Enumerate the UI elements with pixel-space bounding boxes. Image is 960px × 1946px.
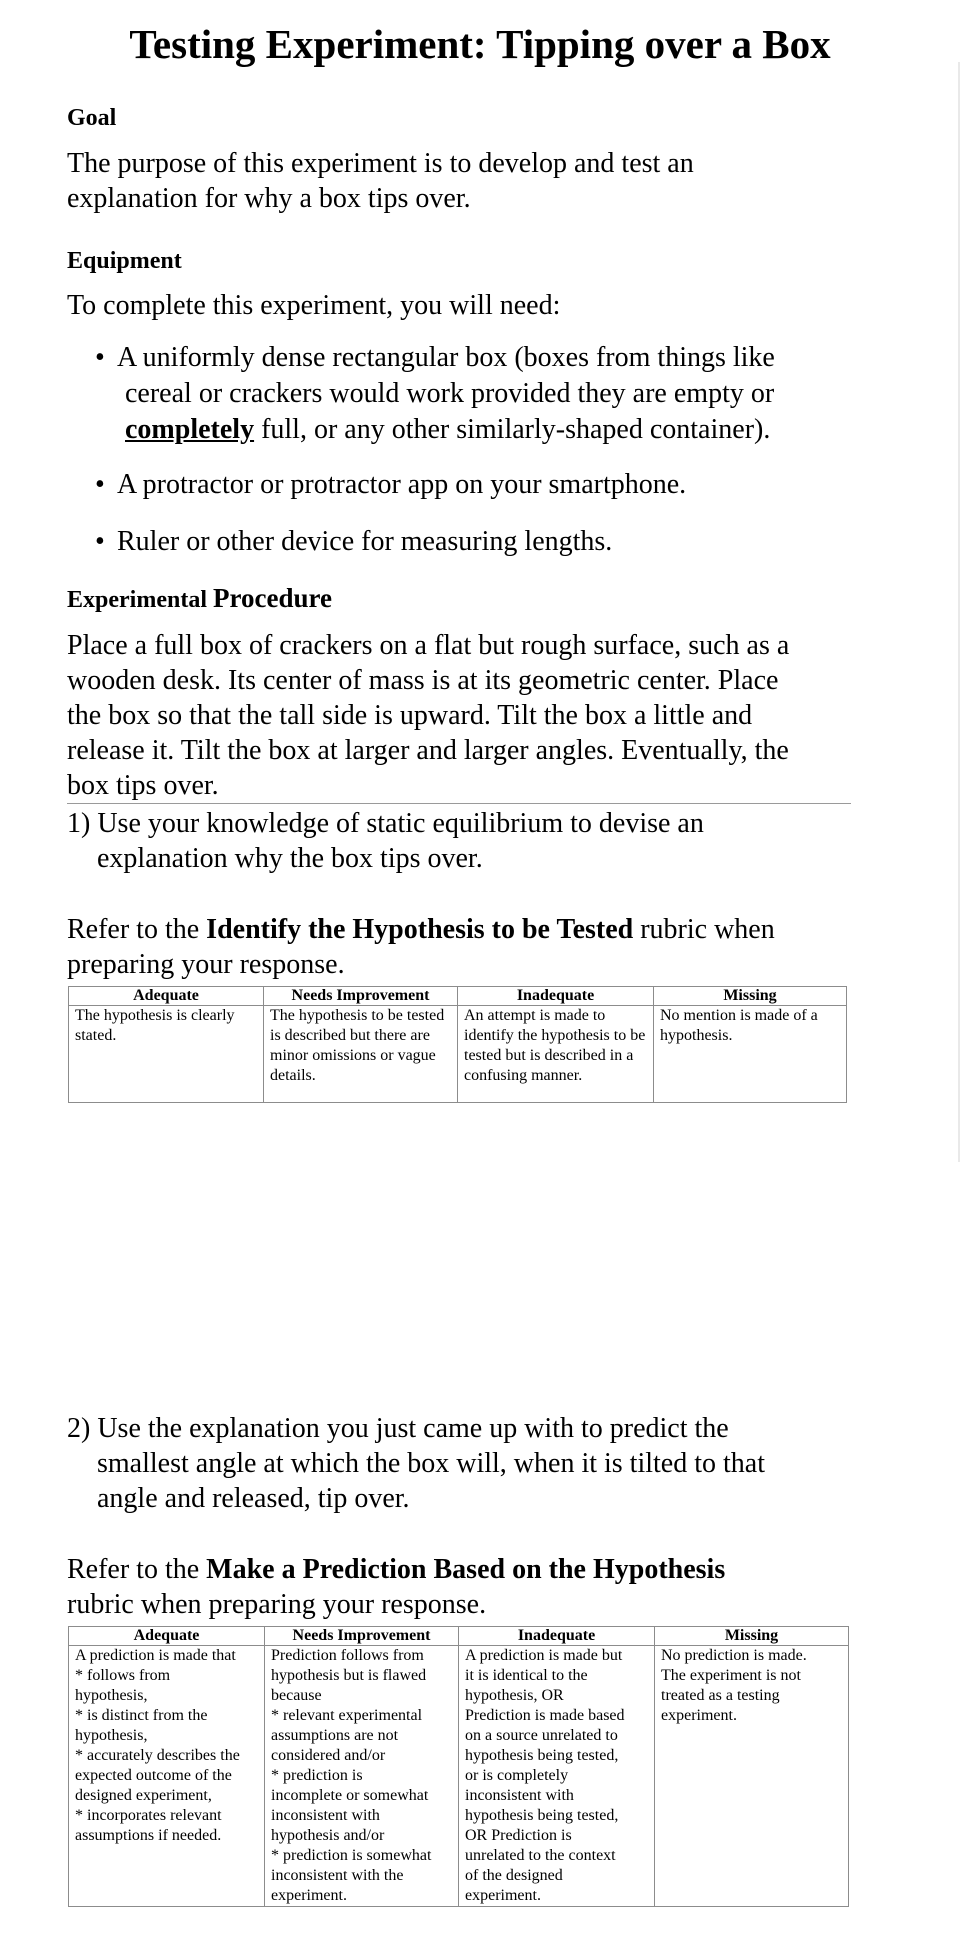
rubric-header: Adequate	[69, 987, 264, 1006]
question-line: 2) Use the explanation you just came up with to predict the	[67, 1413, 729, 1444]
rubric-line: * relevant experimental	[271, 1707, 423, 1724]
page-title: Testing Experiment: Tipping over a Box	[129, 21, 831, 67]
rubric-line: of the designed	[465, 1867, 563, 1884]
rubric-line: because	[271, 1687, 322, 1704]
equipment-intro: To complete this experiment, you will need:	[67, 290, 561, 321]
section-divider	[67, 803, 851, 804]
rubric-line: experiment.	[271, 1887, 347, 1904]
rubric-line: hypothesis being tested,	[465, 1747, 619, 1764]
reference-text: preparing your response.	[67, 949, 345, 980]
rubric-line: inconsistent with	[271, 1807, 380, 1824]
rubric-line: treated as a testing	[661, 1687, 780, 1704]
rubric-line: hypothesis,	[75, 1727, 148, 1744]
rubric-name: Identify the Hypothesis to be Tested	[206, 914, 634, 945]
procedure-text	[67, 628, 887, 803]
item-text: cereal or crackers would work provided they are empty or	[125, 378, 775, 409]
rubric-line: inconsistent with the	[271, 1867, 404, 1884]
rubric-line: * is distinct from the	[75, 1707, 208, 1724]
goal-text-line: The purpose of this experiment is to develop and test an	[67, 148, 694, 179]
rubric-line: * incorporates relevant	[75, 1807, 222, 1824]
question-2-rubric-reference	[67, 1552, 867, 1622]
reference-text: rubric when	[633, 914, 775, 945]
rubric-line: Prediction is made based	[465, 1707, 625, 1724]
rubric-header: Adequate	[69, 1627, 265, 1646]
rubric-header: Inadequate	[459, 1627, 655, 1646]
rubric-line: A prediction is made that	[75, 1647, 236, 1664]
rubric-line: * accurately describes the	[75, 1747, 240, 1764]
question-line: smallest angle at which the box will, when it is tilted to that	[97, 1448, 765, 1479]
question-line: 1) Use your knowledge of static equilibrium to devise an	[67, 808, 704, 839]
rubric-row	[69, 1006, 847, 1103]
rubric-header: Needs Improvement	[265, 1627, 459, 1646]
bullet-icon: •	[95, 342, 105, 373]
rubric-cell: An attempt is made to identify the hypothesis to be tested but is described in a confusing manner.	[458, 1006, 654, 1103]
rubric-line: expected outcome of the	[75, 1767, 232, 1784]
reference-text: Refer to the	[67, 914, 207, 945]
question-1	[67, 806, 867, 876]
goal-heading: Goal	[67, 105, 117, 131]
rubric-table-hypothesis	[68, 986, 847, 1103]
goal-text	[67, 146, 867, 216]
procedure-heading-part: Procedure	[212, 583, 332, 613]
rubric-line: * prediction is somewhat	[271, 1847, 432, 1864]
bullet-icon: •	[95, 526, 105, 557]
rubric-cell	[69, 1646, 265, 1907]
rubric-line: assumptions if needed.	[75, 1827, 222, 1844]
rubric-line: designed experiment,	[75, 1787, 212, 1804]
item-text: A protractor or protractor app on your smartphone.	[117, 469, 687, 500]
rubric-line: on a source unrelated to	[465, 1727, 618, 1744]
equipment-item-ruler	[95, 524, 855, 560]
rubric-line: The experiment is not	[661, 1667, 801, 1684]
goal-text-line: explanation for why a box tips over.	[67, 183, 471, 214]
rubric-line: considered and/or	[271, 1747, 386, 1764]
rubric-line: experiment.	[465, 1887, 541, 1904]
item-text: full, or any other similarly-shaped container).	[254, 414, 771, 445]
rubric-line: Prediction follows from	[271, 1647, 424, 1664]
rubric-line: hypothesis,	[75, 1687, 148, 1704]
rubric-line: * follows from	[75, 1667, 171, 1684]
rubric-cell: The hypothesis is clearly stated.	[69, 1006, 264, 1103]
procedure-line: release it. Tilt the box at larger and larger angles. Eventually, the	[67, 735, 789, 766]
rubric-line: hypothesis but is flawed	[271, 1667, 427, 1684]
rubric-line: * prediction is	[271, 1767, 363, 1784]
rubric-cell	[459, 1646, 655, 1907]
rubric-header: Missing	[654, 987, 847, 1006]
rubric-line: unrelated to the context	[465, 1847, 616, 1864]
rubric-table-prediction	[68, 1626, 849, 1907]
rubric-cell: The hypothesis to be tested is described but there are minor omissions or vague details.	[264, 1006, 458, 1103]
rubric-header-row	[69, 1627, 849, 1646]
rubric-cell	[265, 1646, 459, 1907]
rubric-line: hypothesis, OR	[465, 1687, 564, 1704]
question-line: angle and released, tip over.	[97, 1483, 410, 1514]
question-1-rubric-reference	[67, 912, 867, 982]
rubric-line: or is completely	[465, 1767, 569, 1784]
item-text: A uniformly dense rectangular box (boxes from things like	[117, 342, 775, 373]
rubric-line: inconsistent with	[465, 1787, 574, 1804]
procedure-line: wooden desk. Its center of mass is at its geometric center. Place	[67, 665, 779, 696]
rubric-header-row	[69, 987, 847, 1006]
rubric-header: Needs Improvement	[264, 987, 458, 1006]
procedure-heading-part: Experimental	[67, 587, 213, 613]
rubric-row	[69, 1646, 849, 1907]
procedure-line: box tips over.	[67, 770, 219, 801]
rubric-line: hypothesis being tested,	[465, 1807, 619, 1824]
rubric-line: incomplete or somewhat	[271, 1787, 429, 1804]
equipment-heading: Equipment	[67, 248, 182, 274]
question-2	[67, 1411, 867, 1516]
rubric-line: OR Prediction is	[465, 1827, 572, 1844]
item-text: Ruler or other device for measuring lengths.	[117, 526, 613, 557]
rubric-line: it is identical to the	[465, 1667, 588, 1684]
rubric-line: A prediction is made but	[465, 1647, 623, 1664]
rubric-header: Inadequate	[458, 987, 654, 1006]
emphasis-text: completely	[125, 414, 255, 445]
question-line: explanation why the box tips over.	[97, 843, 483, 874]
equipment-item-protractor	[95, 467, 855, 503]
rubric-name: Make a Prediction Based on the Hypothesis	[206, 1554, 726, 1585]
rubric-line: assumptions are not	[271, 1727, 399, 1744]
rubric-header: Missing	[655, 1627, 849, 1646]
reference-text: rubric when preparing your response.	[67, 1589, 487, 1620]
bullet-icon: •	[95, 469, 105, 500]
rubric-line: No prediction is made.	[661, 1647, 807, 1664]
reference-text: Refer to the	[67, 1554, 207, 1585]
equipment-item-box	[95, 340, 855, 448]
rubric-cell	[655, 1646, 849, 1907]
procedure-line: the box so that the tall side is upward. Tilt the box a little and	[67, 700, 753, 731]
procedure-line: Place a full box of crackers on a flat but rough surface, such as a	[67, 630, 790, 661]
rubric-line: experiment.	[661, 1707, 737, 1724]
rubric-cell: No mention is made of a hypothesis.	[654, 1006, 847, 1103]
rubric-line: hypothesis and/or	[271, 1827, 385, 1844]
procedure-heading	[67, 583, 332, 614]
